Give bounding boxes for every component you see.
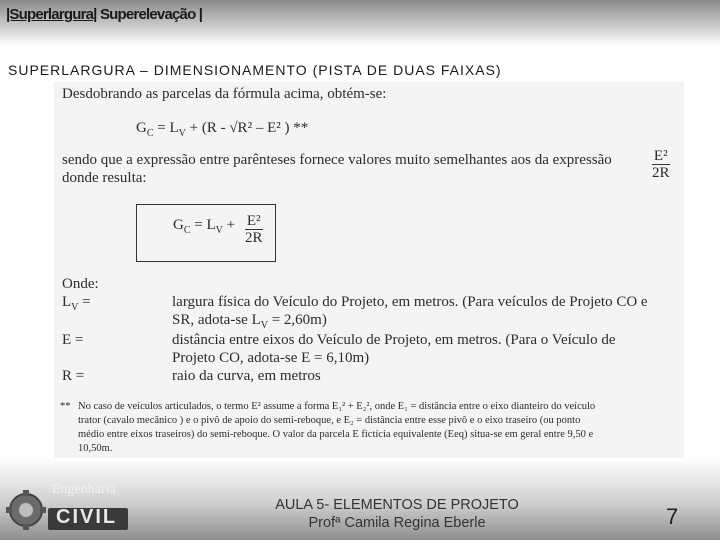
boxed-formula-lhs: $G_C = L_V$ + [173,217,236,236]
footer-bar [0,458,720,540]
footnote-line4: 10,50m. [78,443,113,454]
footnote-line2: trator (cavalo mecânico ) e o pivô de apoio do semi-reboque, e E₂ = distância entre esse pivô e o eixo traseiro (ou ponto [78,415,581,426]
footnote-line1: No caso de veículos articulados, o termo E² assume a forma E₁² + E₂², onde E₁ = distância entre o eixo dianteiro do veículo [78,401,596,412]
top-bar [0,0,720,46]
scanned-page-image [54,82,684,460]
boxed-formula [136,204,276,262]
slide-title: SUPERLARGURA – DIMENSIONAMENTO (PISTA DE DUAS FAIXAS) [8,62,502,78]
lv-definition-line2: SR, adota-se $L_V = 2,60m$) [172,312,327,331]
footnote-line3: médio entre eixos traseiros) do semi-reboque. O valor da parcela E fictícia equivalente (Eeq) situa-se em geral entre 9,50 e [78,429,594,440]
e-definition-line1: distância entre eixos do Veículo de Projeto, em metros. (Para o Veículo de [172,332,616,348]
page-number: 7 [666,504,679,529]
course-info [232,496,562,532]
onde-label: Onde: [62,276,99,292]
nav-link-superlargura[interactable]: |Superlargura| [6,6,97,23]
logo-text-engenharia: Engenharia [52,482,116,497]
boxed-formula-fraction: E² 2R [245,213,263,246]
lv-definition-line1: largura física do Veículo do Projeto, em metros. (Para veículos de Projeto CO e [172,294,648,310]
r-definition: raio da curva, em metros [172,368,321,384]
note-marker: ** [60,401,71,412]
course-title: AULA 5- ELEMENTOS DE PROJETO [275,497,519,513]
engenharia-civil-logo [4,482,134,538]
intro-text: Desdobrando as parcelas da fórmula acima, obtém-se: [62,86,387,102]
breadcrumb [6,6,202,23]
fraction-inline: E² 2R [652,148,670,181]
sendo-text: sendo que a expressão entre parênteses fornece valores muito semelhantes aos da expressão [62,152,612,168]
e-definition-line2: Projeto CO, adota-se E = 6,10m) [172,350,370,366]
professor-name: Profª Camila Regina Eberle [308,515,486,531]
e-label: E = [62,332,84,348]
r-label: R = [62,368,85,384]
donde-text: donde resulta: [62,170,147,186]
formula-expanded: $G_C = L_V + (R - √R^2 - E^2$ ) ** [136,120,309,139]
nav-current-superelevacao: Superelevação | [99,6,203,23]
logo-text-civil: CIVIL [56,506,118,528]
lv-label: $L_V$ = [62,294,91,313]
